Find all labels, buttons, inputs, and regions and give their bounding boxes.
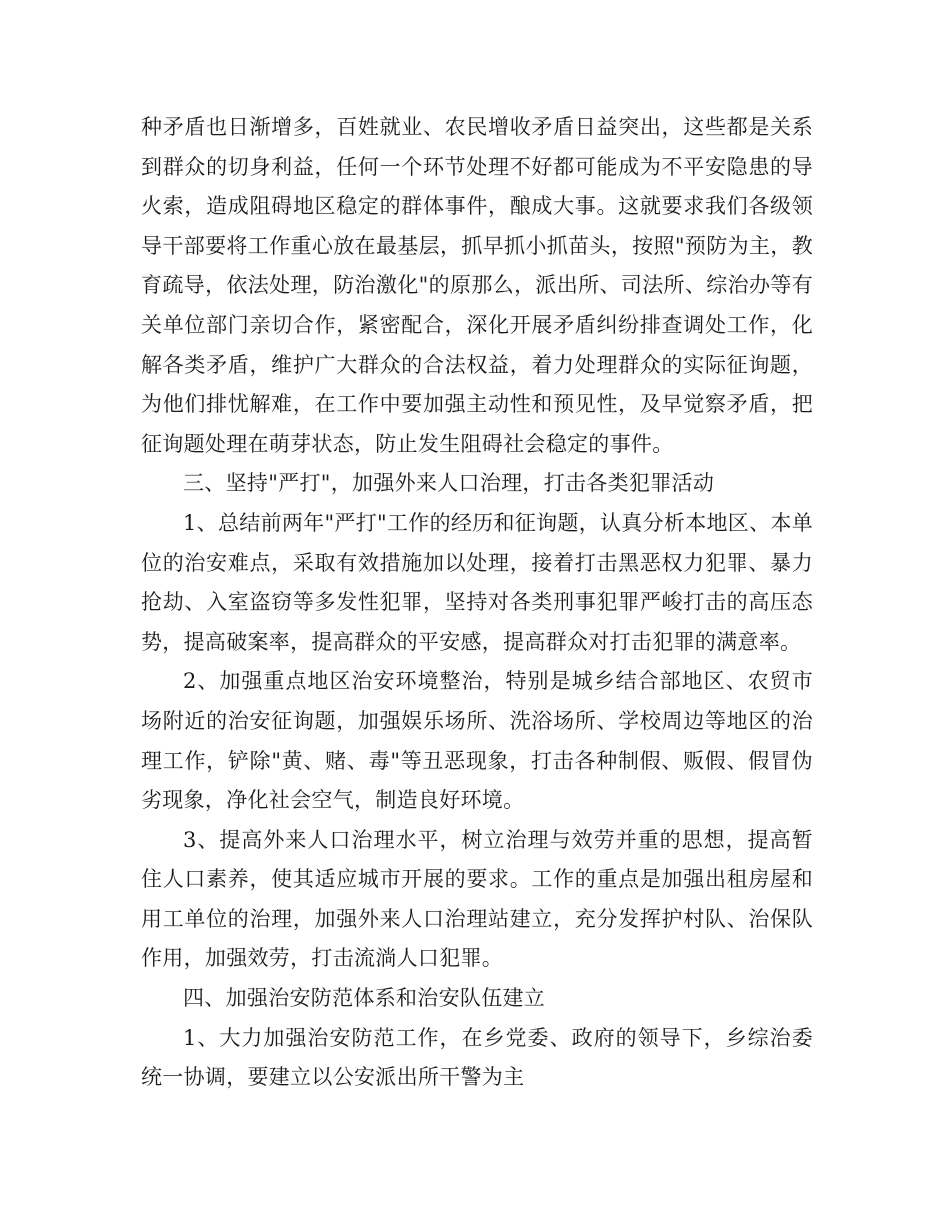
document-body bbox=[141, 108, 813, 1098]
paragraph-item-2: 2、加强重点地区治安环境整治，特别是城乡结合部地区、农贸市场附近的治安征询题，加强娱乐场所、洗浴场所、学校周边等地区的治理工作，铲除"黄、赌、毒"等丑恶现象，打击各种制假、贩假、假冒伪劣现象，净化社会空气，制造良好环境。 bbox=[141, 669, 813, 813]
section-heading-three: 三、坚持"严打"，加强外来人口治理，打击各类犯罪活动 bbox=[183, 471, 715, 496]
paragraph-item-4-1: 1、大力加强治安防范工作，在乡党委、政府的领导下，乡综治委统一协调，要建立以公安派出所干警为主 bbox=[141, 1025, 813, 1090]
paragraph-continuation: 种矛盾也日渐增多，百姓就业、农民增收矛盾日益突出，这些都是关系到群众的切身利益，任何一个环节处理不好都可能成为不平安隐患的导火索，造成阻碍地区稳定的群体事件，酿成大事。这就要求我们各级领导干部要将工作重心放在最基层，抓早抓小抓苗头，按照"预防为主，教育疏导，依法处理，防治激化"的原那么，派出所、司法所、综治办等有关单位部门亲切合作，紧密配合，深化开展矛盾纠纷排查调处工作，化解各类矛盾，维护广大群众的合法权益，着力处理群众的实际征询题，为他们排忧解难，在工作中要加强主动性和预见性，及早觉察矛盾，把征询题处理在萌芽状态，防止发生阻碍社会稳定的事件。 bbox=[141, 115, 813, 456]
paragraph-item-3: 3、提高外来人口治理水平，树立治理与效劳并重的思想，提高暂住人口素养，使其适应城市开展的要求。工作的重点是加强出租房屋和用工单位的治理，加强外来人口治理站建立，充分发挥护村队、治保队作用，加强效劳，打击流淌人口犯罪。 bbox=[141, 827, 813, 971]
paragraph-item-1: 1、总结前两年"严打"工作的经历和征询题，认真分析本地区、本单位的治安难点，采取有效措施加以处理，接着打击黑恶权力犯罪、暴力抢劫、入室盗窃等多发性犯罪，坚持对各类刑事犯罪严峻打击的高压态势，提高破案率，提高群众的平安感，提高群众对打击犯罪的满意率。 bbox=[141, 510, 813, 654]
section-heading-four: 四、加强治安防范体系和治安队伍建立 bbox=[183, 986, 546, 1011]
